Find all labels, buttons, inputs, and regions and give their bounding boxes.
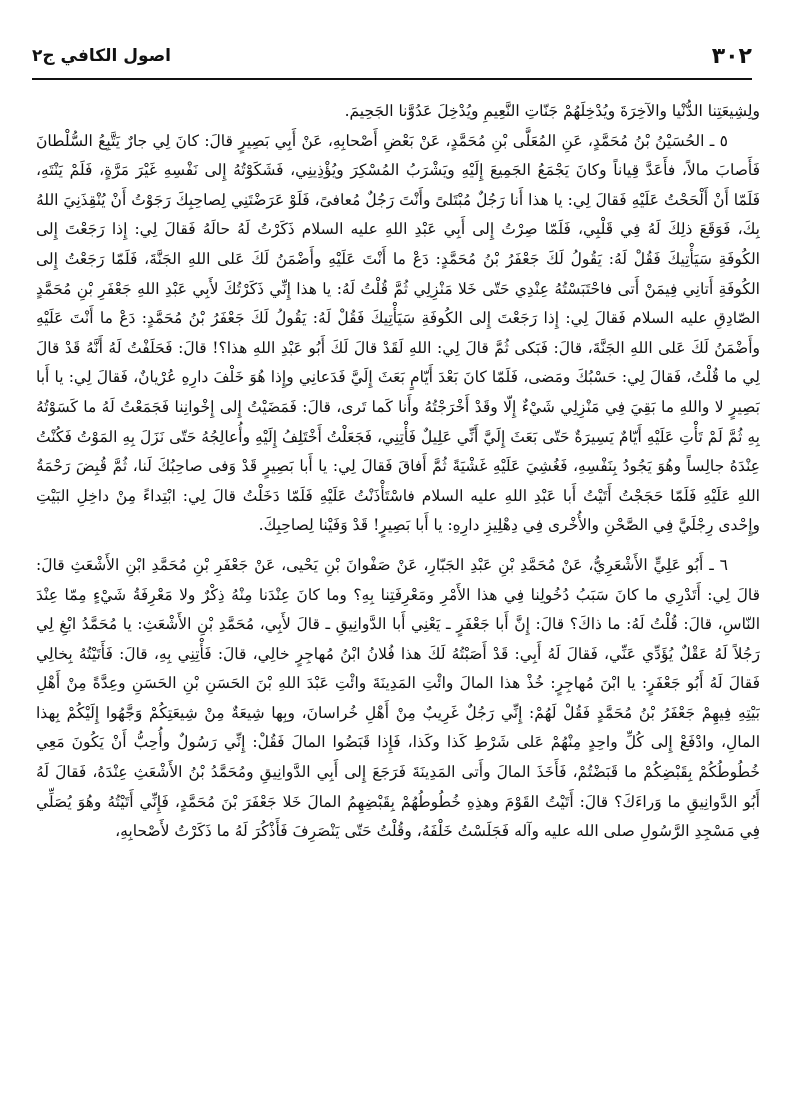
paragraph-hadith-5: ٥ ـ الحُسَيْنُ بْنُ مُحَمَّدٍ، عَنِ المُعَلَّى بْنِ مُحَمَّدٍ، عَنْ بَعْضِ أَصْحابِهِ، عَنْ أَبِي بَصِيرٍ قالَ: كانَ لِي جارٌ يَتَّبِعُ السُّلْطانَ فَأَصابَ مالاً، فأَعَدَّ قِياناً وكانَ يَجْمَعُ الجَمِيعَ إِلَيْهِ ويَشْرَبُ المُسْكِرَ ويُؤْذِينِي، فَشَكَوْتُهُ إِلى نَفْسِهِ غَيْرَ مَرَّةٍ، فَلَمْ يَنْتَهِ، فَلَمّا أَنْ أَلْحَحْتُ عَلَيْهِ فَقالَ لِي: يا هذا أَنا رَجُلٌ مُبْتَلىً وأَنْتَ رَجُلٌ مُعافىً، فَلَوْ عَرَضْتَنِي لِصاحِبِكَ رَجَوْتُ أَنْ يُنْقِذَنِيَ اللهُ بِكَ، فَوَقَعَ ذلِكَ لَهُ فِي قَلْبِي، فَلَمّا صِرْتُ إِلى أَبِي عَبْدِ اللهِ عليه السلام ذَكَرْتُ لَهُ حالَهُ فَقالَ لِي: إِذا رَجَعْتَ إِلى الكُوفَةِ سَيَأْتِيكَ فَقُلْ لَهُ: يَقُولُ لَكَ جَعْفَرُ بْنُ مُحَمَّدٍ: دَعْ ما أَنْتَ عَلَيْهِ وأَضْمَنُ لَكَ عَلى اللهِ الجَنَّةَ، فَلَمّا رَجَعْتُ إِلى الكُوفَةِ أَتانِي فِيمَنْ أَتى فاحْتَبَسْتُهُ عِنْدِي حَتّى خَلا مَنْزِلِي ثُمَّ قُلْتُ لَهُ: يا هذا إِنِّي ذَكَرْتُكَ لأَبِي عَبْدِ اللهِ جَعْفَرِ بْنِ مُحَمَّدٍ الصّادِقِ عليه السلام فَقالَ لِي: إِذا رَجَعْتَ إِلى الكُوفَةِ سَيَأْتِيكَ فَقُلْ لَهُ: يَقُولُ لَكَ جَعْفَرُ بْنُ مُحَمَّدٍ: دَعْ ما أَنْتَ عَلَيْهِ وأَضْمَنُ لَكَ عَلى اللهِ الجَنَّةَ، قالَ: فَبَكى ثُمَّ قالَ لِي: اللهِ لَقَدْ قالَ لَكَ أَبُو عَبْدِ اللهِ هذا؟! قالَ: فَحَلَفْتُ لَهُ أَنَّهُ قَدْ قالَ لِي ما قُلْتُ، فَقالَ لِي: حَسْبُكَ ومَضى، فَلَمّا كانَ بَعْدَ أَيّامٍ بَعَثَ إِلَيَّ فَدَعانِي وإِذا هُوَ خَلْفَ دارِهِ عُرْيانٌ، فَقالَ لِي: يا أَبا بَصِيرٍ لا واللهِ ما بَقِيَ فِي مَنْزِلِي شَيْءٌ إِلّا وقَدْ أَخْرَجْتُهُ وأَنا كَما تَرى، قالَ: فَمَضَيْتُ إِلى إِخْوانِنا فَجَمَعْتُ لَهُ ما كَسَوْتُهُ بِهِ ثُمَّ لَمْ تَأْتِ عَلَيْهِ أَيّامٌ يَسِيرَةٌ حَتّى بَعَثَ إِلَيَّ أَنِّي عَلِيلٌ فَأْتِنِي، فَجَعَلْتُ أَخْتَلِفُ إِلَيْهِ وأُعالِجُهُ حَتّى نَزَلَ بِهِ المَوْتُ فَكُنْتُ عِنْدَهُ جالِساً وهُوَ يَجُودُ بِنَفْسِهِ، فَغُشِيَ عَلَيْهِ غَشْيَةً ثُمَّ أَفاقَ فَقالَ لِي: يا أَبا بَصِيرٍ قَدْ وَفى صاحِبُكَ لَنا، ثُمَّ قُبِضَ رَحْمَةُ اللهِ عَلَيْهِ فَلَمّا حَجَجْتُ أَتَيْتُ أَبا عَبْدِ اللهِ عليه السلام فاسْتَأْذَنْتُ عَلَيْهِ فَلَمّا دَخَلْتُ قالَ لِي: ابْتِداءً مِنْ داخِلِ البَيْتِ وإِحْدى رِجْلَيَّ فِي الصَّحْنِ والأُخْرى فِي دِهْلِيزِ دارِهِ: يا أَبا بَصِيرٍ! قَدْ وَفَيْنا لِصاحِبِكَ.	[36, 131, 760, 535]
page-header	[32, 42, 752, 80]
page-number: ٣٠٢	[711, 44, 752, 69]
paragraph-divider	[36, 541, 760, 551]
body-text	[36, 97, 760, 1110]
paragraph-hadith-6: ٦ ـ أَبُو عَلِيٍّ الأَشْعَرِيُّ، عَنْ مُحَمَّدِ بْنِ عَبْدِ الجَبّارِ، عَنْ صَفْوانَ بْنِ يَحْيى، عَنْ جَعْفَرِ بْنِ مُحَمَّدِ ابْنِ الأَشْعَثِ قالَ: قالَ لِي: أَتَدْرِي ما كانَ سَبَبُ دُخُولِنا فِي هذا الأَمْرِ ومَعْرِفَتِنا بِهِ؟ وما كانَ عِنْدَنا مِنْهُ ذِكْرٌ ولا مَعْرِفَةُ شَيْءٍ مِمّا عِنْدَ النّاسِ، قالَ: قُلْتُ لَهُ: ما ذاكَ؟ قالَ: إِنَّ أَبا جَعْفَرٍ ـ يَعْنِي أَبا الدَّوانِيقِ ـ قالَ لأَبِي، مُحَمَّدِ بْنِ الأَشْعَثِ: يا مُحَمَّدُ ابْغِ لِي رَجُلاً لَهُ عَقْلٌ يُؤَدِّي عَنِّي، فَقالَ لَهُ أَبِي: قَدْ أَصَبْتُهُ لَكَ هذا فُلانُ ابْنُ مُهاجِرٍ خالِي، قالَ: فَأْتِنِي بِهِ، قالَ: فَأَتَيْتُهُ بِخالِي فَقالَ لَهُ أَبُو جَعْفَرٍ: يا ابْنَ مُهاجِرٍ: خُذْ هذا المالَ وائْتِ المَدِينَةَ وائْتِ عَبْدَ اللهِ بْنَ الحَسَنِ بْنِ الحَسَنِ وعِدَّةً مِنْ أَهْلِ بَيْتِهِ فِيهِمْ جَعْفَرُ بْنُ مُحَمَّدٍ فَقُلْ لَهُمْ: إِنِّي رَجُلٌ غَرِيبٌ مِنْ أَهْلِ خُراسانَ، وبِها شِيعَةٌ مِنْ شِيعَتِكُمْ وَجَّهُوا إِلَيْكُمْ بِهذا المالِ، وادْفَعْ إِلى كُلِّ واحِدٍ مِنْهُمْ عَلى شَرْطِ كَذا وكَذا، فَإِذا قَبَضُوا المالَ فَقُلْ: إِنِّي رَسُولٌ وأُحِبُّ أَنْ يَكُونَ مَعِي خُطُوطُكُمْ بِقَبْضِكُمْ ما قَبَضْتُمْ، فَأَخَذَ المالَ وأَتى المَدِينَةَ فَرَجَعَ إِلى أَبِي الدَّوانِيقِ ومُحَمَّدُ بْنُ الأَشْعَثِ عِنْدَهُ، فَقالَ لَهُ أَبُو الدَّوانِيقِ ما وَراءَكَ؟ قالَ: أَتَيْتُ القَوْمَ وهذِهِ خُطُوطُهُمْ بِقَبْضِهِمُ المالَ خَلا جَعْفَرَ بْنَ مُحَمَّدٍ، فَإِنِّي أَتَيْتُهُ وهُوَ يُصَلِّي فِي مَسْجِدِ الرَّسُولِ صلى الله عليه وآله فَجَلَسْتُ خَلْفَهُ، وقُلْتُ حَتّى يَنْصَرِفَ فَأَذْكُرَ لَهُ ما ذَكَرْتُ لأَصْحابِهِ،	[36, 555, 760, 841]
book-title: اصول الكافي ج٢	[32, 46, 171, 66]
paragraph-intro: ولِشِيعَتِنا الدُّنْيا والآخِرَةَ ويُدْخِلَهُمْ جَنّاتِ النَّعِيمِ ويُدْخِلَ عَدُوَّنا الجَحِيمَ.	[344, 102, 760, 120]
